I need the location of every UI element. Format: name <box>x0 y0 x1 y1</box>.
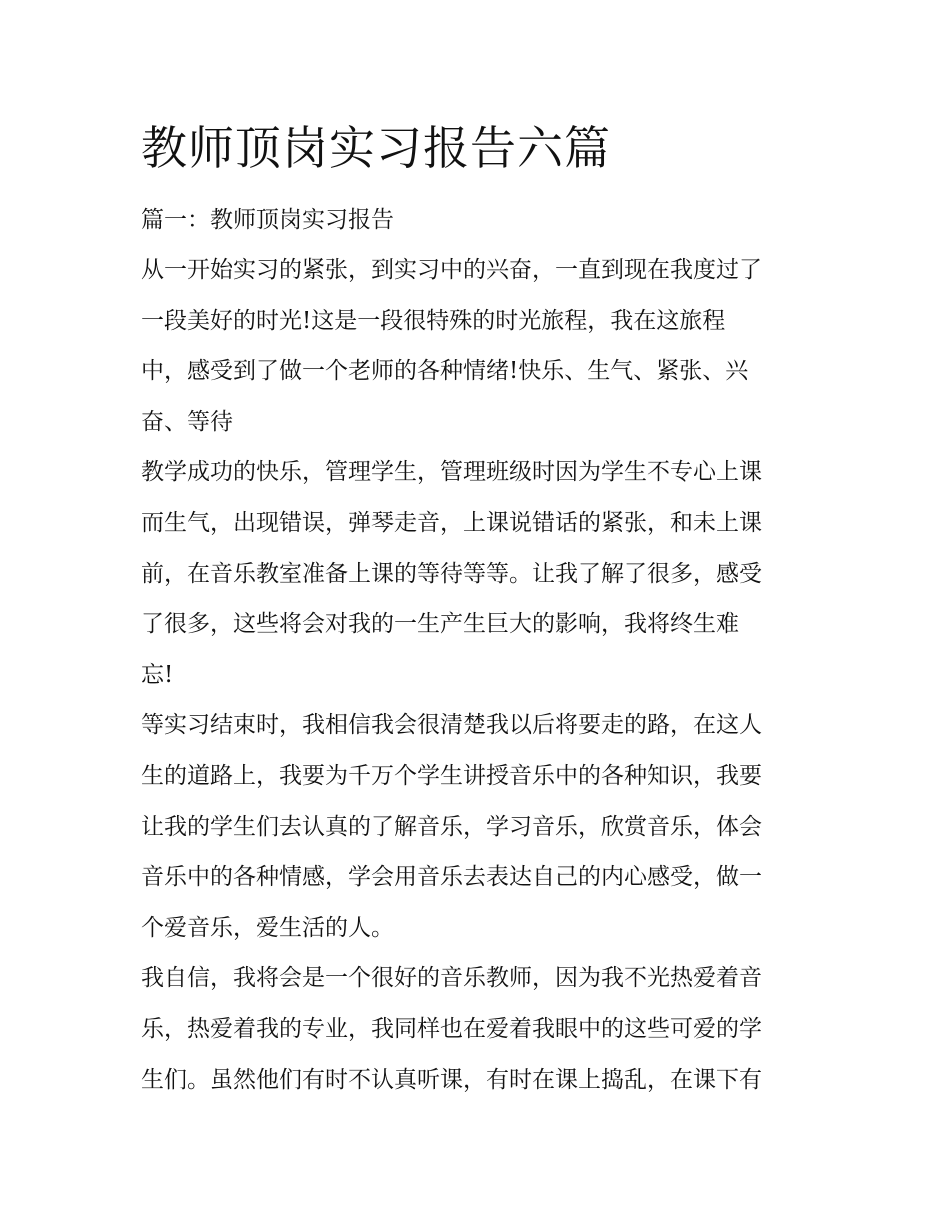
text-line: 忘! <box>141 661 174 688</box>
text-line: 让我的学生们去认真的了解音乐，学习音乐，欣赏音乐，体会 <box>141 813 762 840</box>
text-line: 生们。虽然他们有时不认真听课，有时在课上捣乱，在课下有 <box>141 1066 762 1093</box>
text-line: 了很多，这些将会对我的一生产生巨大的影响，我将终生难 <box>141 611 739 638</box>
text-line: 前，在音乐教室准备上课的等待等等。让我了解了很多，感受 <box>141 560 762 587</box>
text-line: 等实习结束时，我相信我会很清楚我以后将要走的路，在这人 <box>141 712 762 739</box>
text-line: 我自信，我将会是一个很好的音乐教师，因为我不光热爱着音 <box>141 965 762 992</box>
document-title: 教师顶岗实习报告六篇 <box>141 121 611 175</box>
text-line: 生的道路上，我要为千万个学生讲授音乐中的各种知识，我要 <box>141 762 762 789</box>
text-line: 教学成功的快乐，管理学生，管理班级时因为学生不专心上课 <box>141 459 762 486</box>
section-heading: 篇一：教师顶岗实习报告 <box>141 207 394 233</box>
text-line: 中，感受到了做一个老师的各种情绪!快乐、生气、紧张、兴 <box>141 358 749 385</box>
text-line: 个爱音乐，爱生活的人。 <box>141 914 394 941</box>
body-text <box>141 245 816 1105</box>
document-body <box>141 110 816 1105</box>
text-line: 而生气，出现错误，弹琴走音，上课说错话的紧张，和未上课 <box>141 509 762 536</box>
text-line: 音乐中的各种情感，学会用音乐去表达自己的内心感受，做一 <box>141 864 762 891</box>
text-line: 奋、等待 <box>141 408 233 435</box>
text-line: 乐，热爱着我的专业，我同样也在爱着我眼中的这些可爱的学 <box>141 1015 762 1042</box>
text-line: 一段美好的时光!这是一段很特殊的时光旅程，我在这旅程 <box>141 307 726 334</box>
text-line: 从一开始实习的紧张，到实习中的兴奋，一直到现在我度过了 <box>141 257 762 283</box>
